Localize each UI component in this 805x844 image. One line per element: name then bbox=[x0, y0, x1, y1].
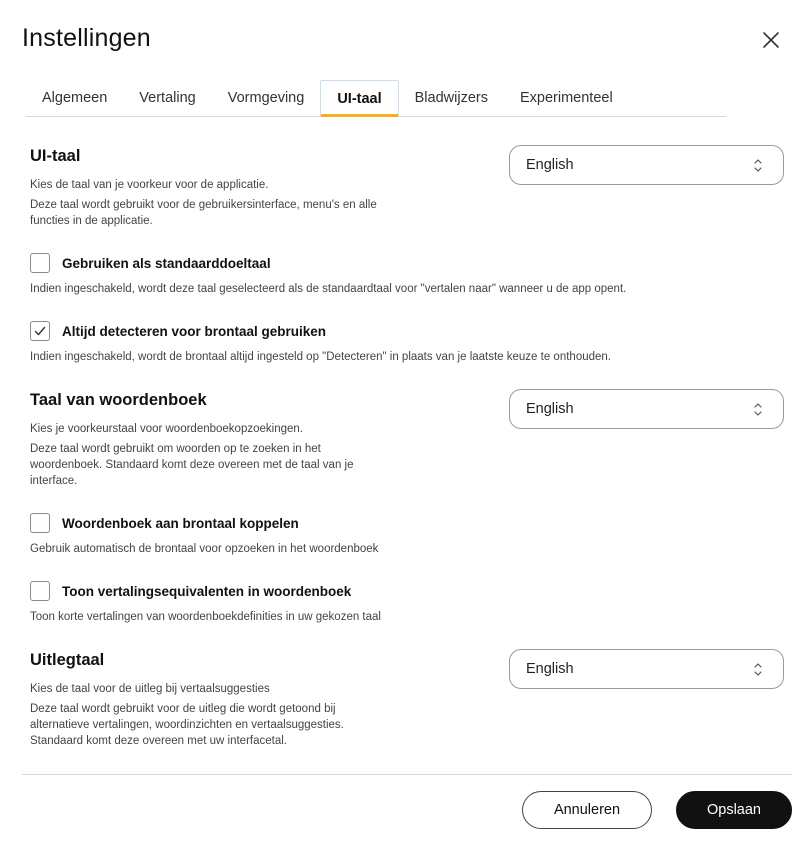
link-source-desc: Gebruik automatisch de brontaal voor opzoeken in het woordenboek bbox=[30, 543, 379, 555]
always-detect-option[interactable] bbox=[30, 321, 326, 341]
link-source-checkbox[interactable] bbox=[30, 513, 50, 533]
explanation-language-desc-detail-3: Standaard komt deze overeen met uw interfacetal. bbox=[30, 735, 287, 747]
dictionary-language-desc-detail-2: woordenboek. Standaard komt deze overeen met de taal van je bbox=[30, 459, 354, 471]
dictionary-language-desc-detail: Deze taal wordt gebruikt om woorden op te zoeken in het bbox=[30, 443, 321, 455]
chevron-up-down-icon bbox=[753, 402, 763, 417]
ui-language-desc: Kies de taal van je voorkeur voor de applicatie. bbox=[30, 179, 269, 191]
default-target-option[interactable] bbox=[30, 253, 271, 273]
always-detect-desc: Indien ingeschakeld, wordt de brontaal altijd ingesteld op "Detecteren" in plaats van je laatste keuze te onthouden. bbox=[30, 351, 611, 363]
link-source-label: Woordenboek aan brontaal koppelen bbox=[62, 515, 299, 531]
always-detect-label: Altijd detecteren voor brontaal gebruiken bbox=[62, 323, 327, 339]
dialog-title: Instellingen bbox=[22, 24, 151, 52]
tab-vormgeving[interactable]: Vormgeving bbox=[227, 90, 305, 106]
tab-bar bbox=[26, 80, 726, 117]
cancel-button[interactable]: Annuleren bbox=[522, 791, 652, 829]
explanation-language-desc-detail: Deze taal wordt gebruikt voor de uitleg die wordt getoond bij bbox=[30, 703, 336, 715]
chevron-up-down-icon bbox=[753, 662, 763, 677]
chevron-up-down-icon bbox=[753, 158, 763, 173]
footer-divider bbox=[22, 774, 792, 775]
dictionary-language-select-value: English bbox=[526, 401, 574, 417]
tab-ui-taal[interactable]: UI-taal bbox=[320, 80, 398, 116]
ui-language-select-value: English bbox=[526, 157, 574, 173]
tab-vertaling[interactable]: Vertaling bbox=[139, 90, 196, 106]
tab-bladwijzers[interactable]: Bladwijzers bbox=[414, 90, 488, 106]
show-equivalents-label: Toon vertalingsequivalenten in woordenboek bbox=[62, 583, 352, 599]
explanation-language-select[interactable] bbox=[509, 649, 784, 689]
save-button[interactable]: Opslaan bbox=[676, 791, 792, 829]
dictionary-language-title: Taal van woordenboek bbox=[30, 391, 207, 409]
tab-algemeen[interactable]: Algemeen bbox=[42, 90, 108, 106]
explanation-language-select-value: English bbox=[526, 661, 574, 677]
tab-experimenteel[interactable]: Experimenteel bbox=[519, 90, 613, 106]
show-equivalents-checkbox[interactable] bbox=[30, 581, 50, 601]
default-target-desc: Indien ingeschakeld, wordt deze taal geselecteerd als de standaardtaal voor "vertalen naar" wanneer u de app opent. bbox=[30, 283, 627, 295]
ui-language-select[interactable] bbox=[509, 145, 784, 185]
dictionary-language-desc: Kies je voorkeurstaal voor woordenboekopzoekingen. bbox=[30, 423, 303, 435]
close-icon[interactable] bbox=[760, 29, 782, 51]
link-source-option[interactable] bbox=[30, 513, 299, 533]
explanation-language-title: Uitlegtaal bbox=[30, 651, 105, 669]
show-equivalents-desc: Toon korte vertalingen van woordenboekdefinities in uw gekozen taal bbox=[30, 611, 381, 623]
always-detect-checkbox[interactable] bbox=[30, 321, 50, 341]
show-equivalents-option[interactable] bbox=[30, 581, 351, 601]
dictionary-language-desc-detail-3: interface. bbox=[30, 475, 78, 487]
default-target-checkbox[interactable] bbox=[30, 253, 50, 273]
ui-language-desc-detail: Deze taal wordt gebruikt voor de gebruikersinterface, menu's en alle bbox=[30, 199, 377, 211]
explanation-language-desc: Kies de taal voor de uitleg bij vertaalsuggesties bbox=[30, 683, 270, 695]
explanation-language-desc-detail-2: alternatieve vertalingen, woordinzichten en vertaalsuggesties. bbox=[30, 719, 344, 731]
default-target-label: Gebruiken als standaarddoeltaal bbox=[62, 255, 271, 271]
dictionary-language-select[interactable] bbox=[509, 389, 784, 429]
ui-language-desc-detail-2: functies in de applicatie. bbox=[30, 215, 153, 227]
checkmark-icon bbox=[33, 324, 47, 338]
ui-language-title: UI-taal bbox=[30, 147, 81, 165]
